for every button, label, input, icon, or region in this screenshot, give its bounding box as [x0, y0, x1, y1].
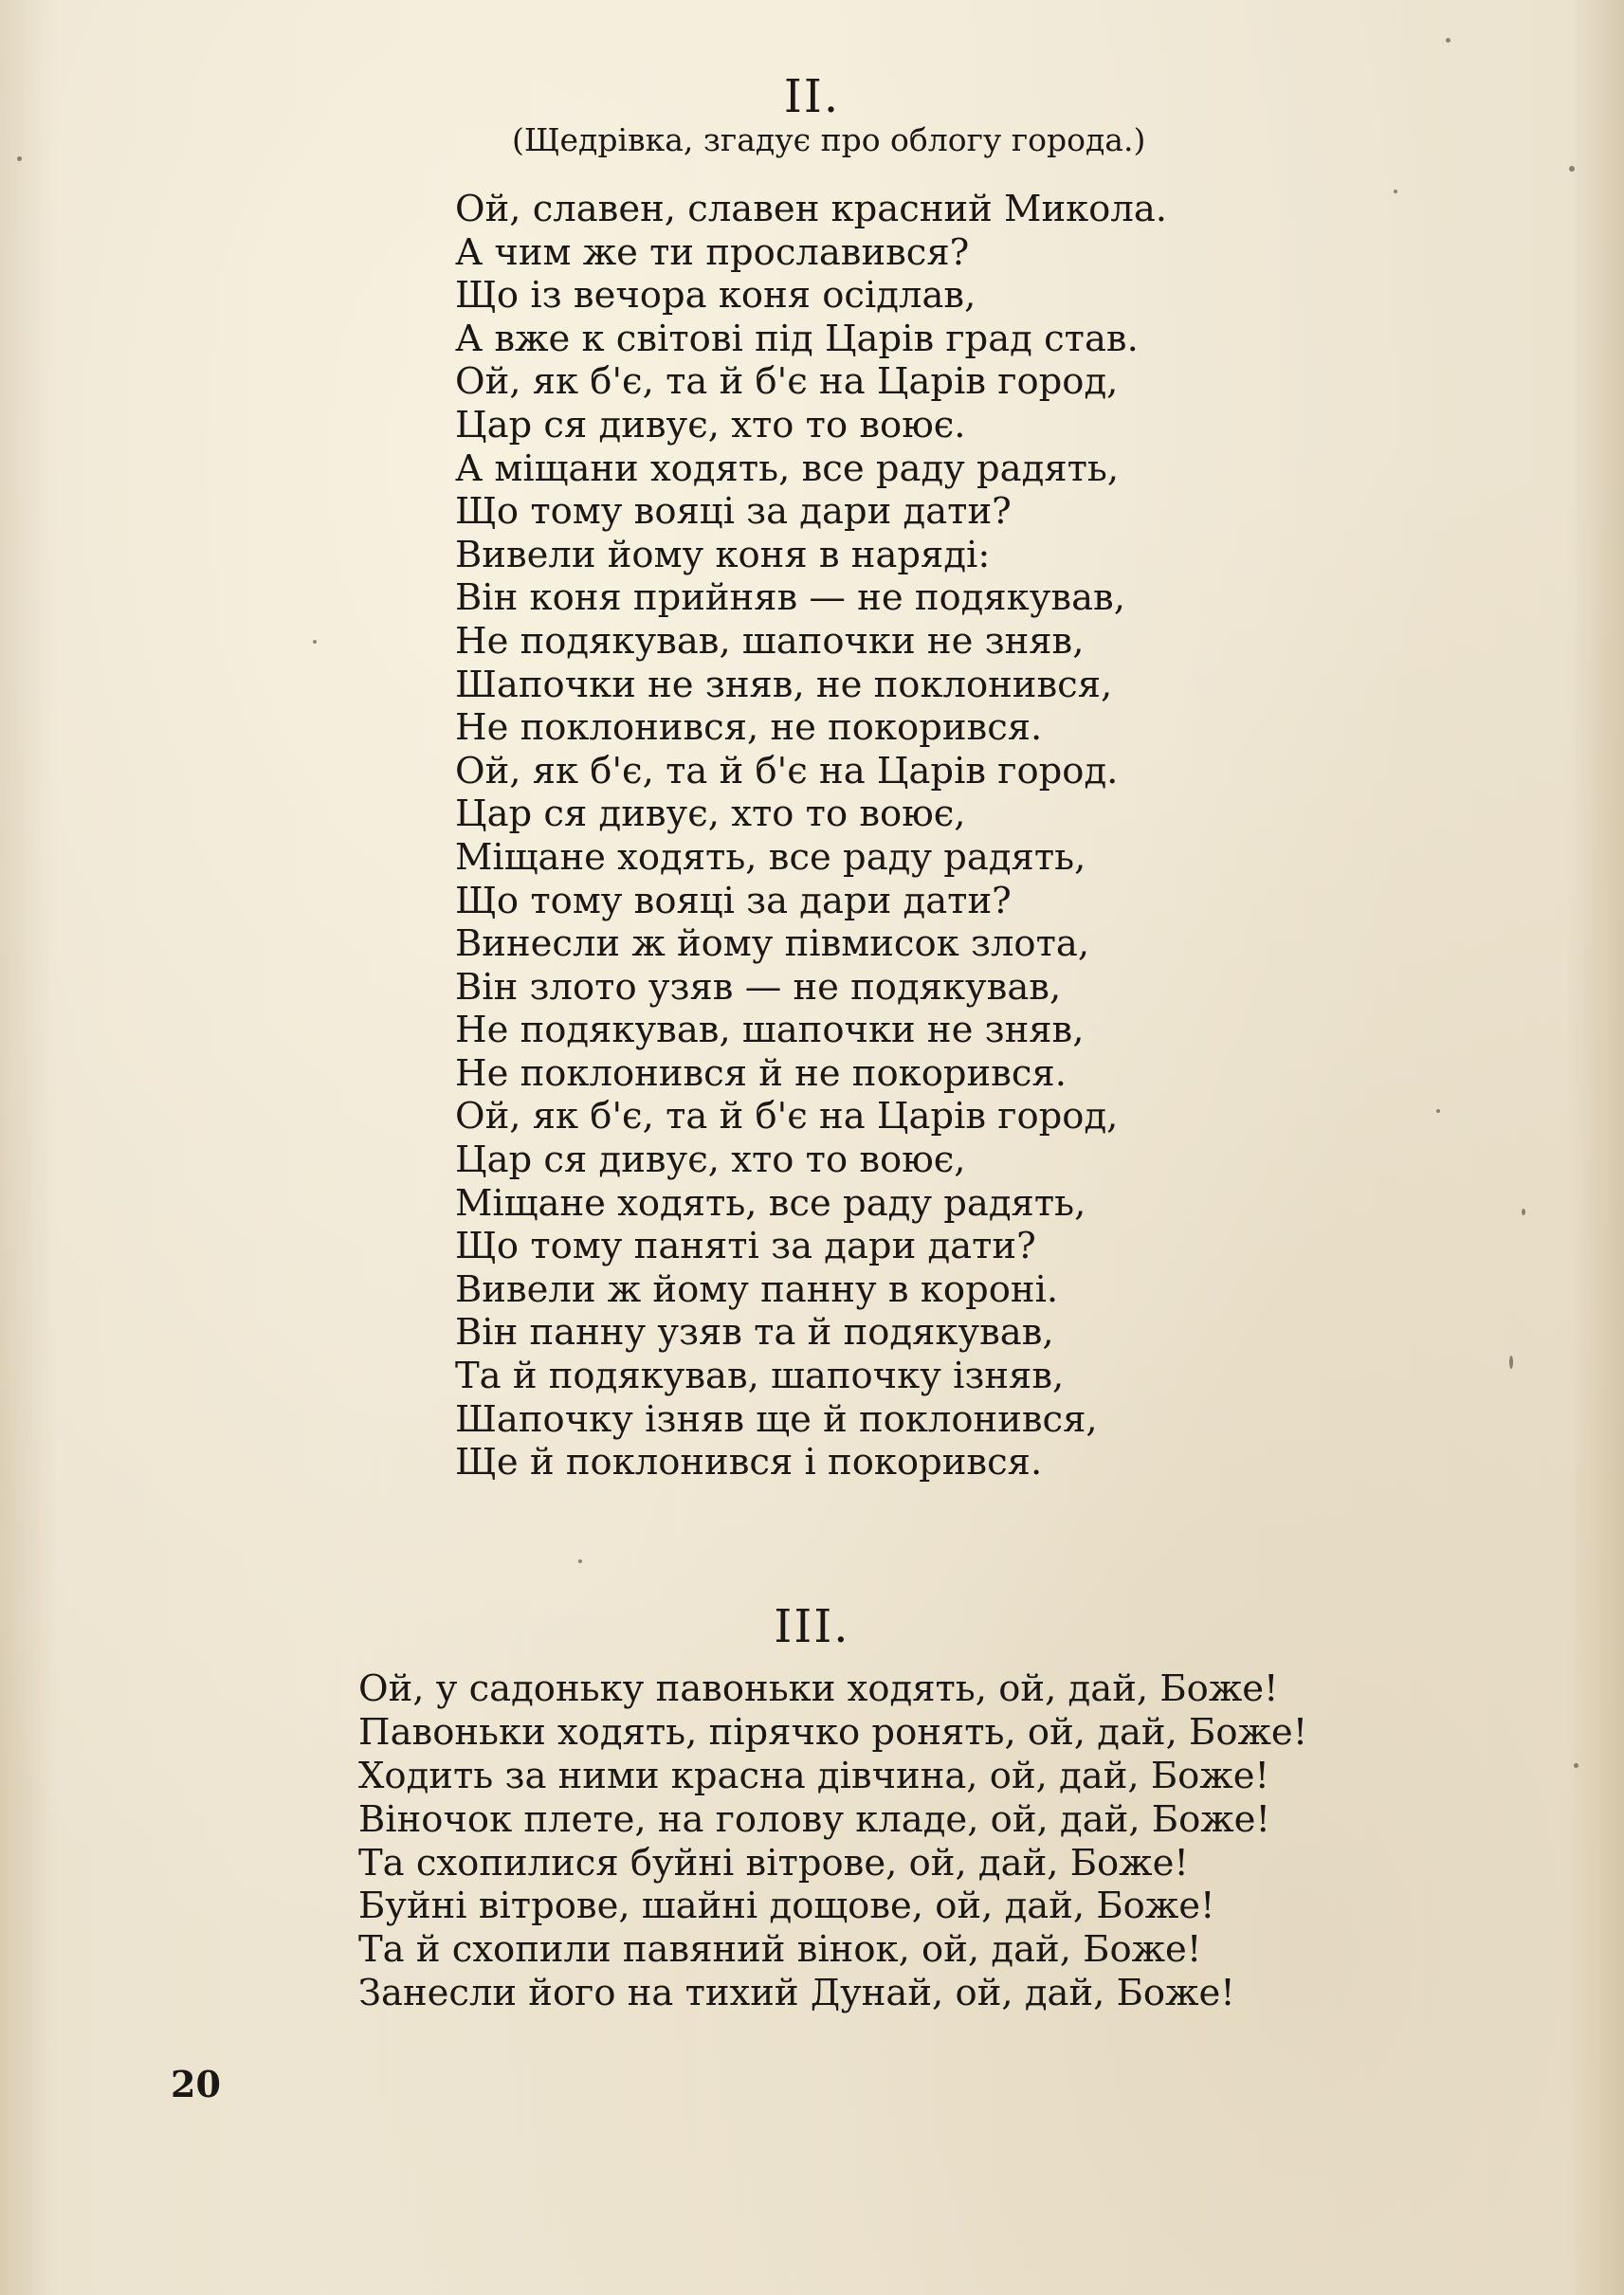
paper-speck	[1522, 1209, 1525, 1215]
verse-line: Ходить за ними красна дівчина, ой, дай, Боже!	[358, 1754, 1270, 1797]
paper-speck	[1569, 166, 1575, 172]
verse-line: Ой, славен, славен красний Микола.	[455, 188, 1168, 230]
verse-line: А міщани ходять, все раду радять,	[455, 446, 1120, 490]
paper-speck	[1574, 1763, 1578, 1768]
verse-line: Віночок плете, на голову кладе, ой, дай, Боже!	[358, 1797, 1270, 1841]
verse-line: Шапочки не зняв, не поклонився,	[455, 663, 1113, 706]
verse-line: Вивели йому коня в наряді:	[455, 533, 991, 576]
paper-speck	[1394, 190, 1397, 193]
song-subtitle: (Щедрівка, згадує про облогу города.)	[512, 121, 1146, 158]
verse-line: Ой, у садоньку павоньки ходять, ой, дай, Боже!	[358, 1667, 1279, 1710]
verse-line: Ой, як б'є, та й б'є на Царів город,	[455, 360, 1119, 404]
verse-line: Цар ся дивує, хто то воює,	[455, 1138, 966, 1182]
verse-line: Цар ся дивує, хто то воює.	[455, 403, 966, 446]
section-numeral-ii: II.	[783, 70, 841, 123]
verse-line: Ще й поклонився і покорився.	[455, 1441, 1043, 1484]
verse-line: Що тому паняті за дари дати?	[455, 1225, 1036, 1268]
verse-line: Павоньки ходять, пірячко ронять, ой, дай, Боже!	[358, 1710, 1308, 1754]
section-numeral-iii: III.	[774, 1600, 850, 1653]
verse-line: Що тому вояці за дари дати?	[455, 490, 1012, 534]
verse-line: Занесли його на тихий Дунай, ой, дай, Боже!	[358, 1972, 1235, 2015]
verse-line: Ой, як б'є, та й б'є на Царів город,	[455, 1095, 1119, 1138]
verse-line: Не подякував, шапочки не зняв,	[455, 619, 1085, 663]
paper-speck	[578, 1559, 582, 1563]
verse-line: Міщане ходять, все раду радять,	[455, 1181, 1086, 1225]
verse-line: Не поклонився й не покорився.	[455, 1051, 1067, 1095]
verse-line: А вже к світові під Царів град став.	[455, 317, 1139, 360]
paper-speck	[1446, 38, 1451, 43]
verse-line: А чим же ти прославився?	[455, 230, 970, 274]
paper-speck	[1436, 1109, 1440, 1113]
verse-line: Не подякував, шапочки не зняв,	[455, 1009, 1085, 1052]
verse-line: Ой, як б'є, та й б'є на Царів город.	[455, 749, 1119, 792]
verse-line: Він коня прийняв — не подякував,	[455, 576, 1125, 620]
verse-line: Що із вечора коня осідлав,	[455, 274, 976, 318]
verse-line: Та й подякував, шапочку ізняв,	[455, 1355, 1065, 1398]
paper-speck	[313, 640, 317, 644]
verse-line: Та й схопили павяний вінок, ой, дай, Боже!	[358, 1928, 1202, 1972]
verse-line: Винесли ж йому півмисок злота,	[455, 922, 1090, 966]
verse-line: Цар ся дивує, хто то воює,	[455, 792, 966, 836]
song-iii-verse	[358, 1667, 1307, 2015]
verse-line: Міщане ходять, все раду радять,	[455, 835, 1086, 879]
verse-line: Та схопилися буйні вітрове, ой, дай, Боже!	[358, 1841, 1189, 1885]
verse-line: Він панну узяв та й подякував,	[455, 1311, 1054, 1355]
song-ii-verse	[455, 188, 1167, 1484]
verse-line: Він злото узяв — не подякував,	[455, 965, 1062, 1009]
page-number: 20	[171, 2063, 221, 2105]
paper-speck	[17, 156, 22, 161]
verse-line: Що тому вояці за дари дати?	[455, 879, 1012, 922]
verse-line: Не поклонився, не покорився.	[455, 706, 1043, 750]
verse-line: Буйні вітрове, шайні дощове, ой, дай, Боже!	[358, 1885, 1215, 1928]
paper-speck	[1509, 1356, 1513, 1369]
verse-line: Шапочку ізняв ще й поклонився,	[455, 1397, 1098, 1441]
verse-line: Вивели ж йому панну в короні.	[455, 1267, 1059, 1311]
